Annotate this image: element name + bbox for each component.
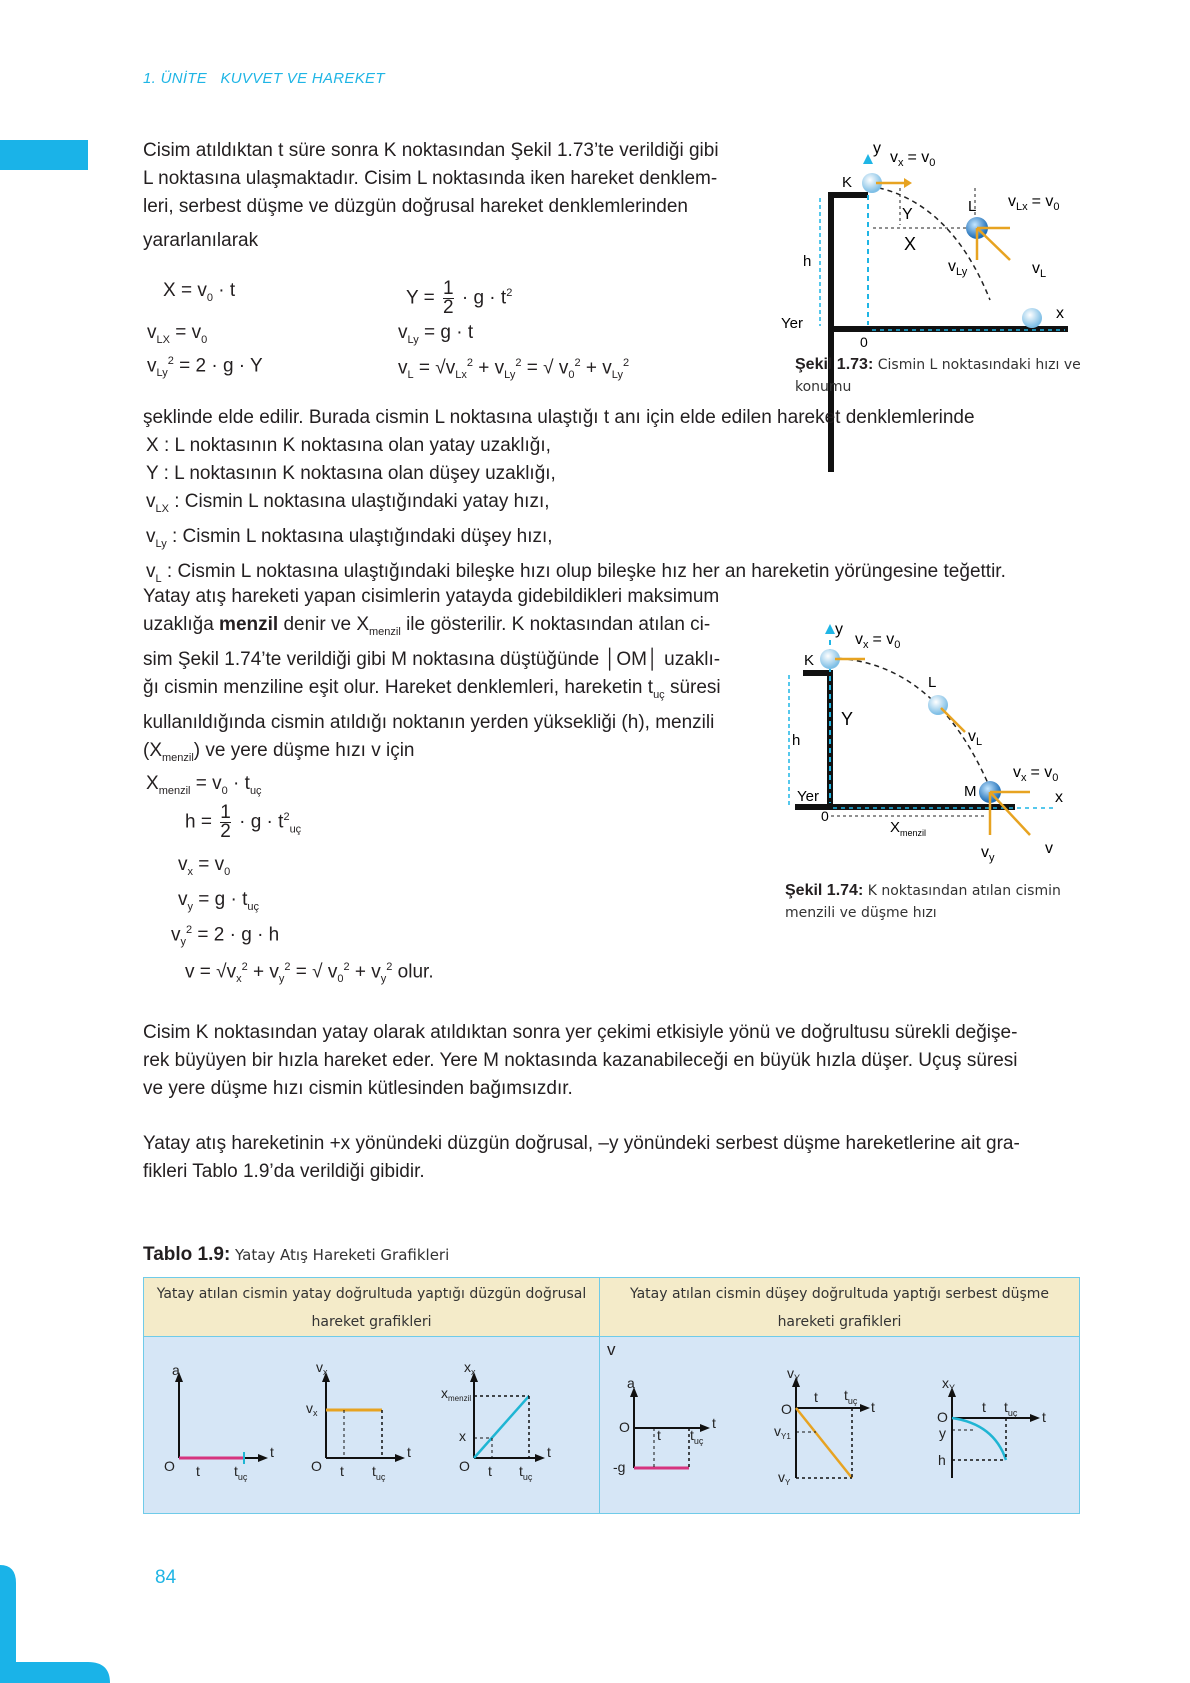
intro-line: yararlanılarak [143,230,259,251]
y-label: y [835,621,843,638]
y-axis-arrow [863,154,873,164]
K-label: K [842,174,853,191]
svg-text:vY: $v_Y$ [787,1365,801,1383]
page-number: 84 [155,1567,177,1588]
eq-vly-squared: $v_{Ly}^2 = 2 \cdot g \cdot Y$ [147,355,263,380]
eq-h: h = $\frac{1}{2}$ · $g \cdot t^2_{uç}$ [185,802,302,842]
svg-text:-g: -g [613,1459,626,1475]
eq-vl: $v_L = √v_{Lx}^2 + v_{Ly}^2$ = √ $v_0^2 + v_{Ly}^2$ [398,357,630,382]
trajectory [830,658,990,788]
svg-text:t: t [871,1399,875,1415]
svg-text:t: t [814,1389,818,1405]
explanation-item: X : L noktasının K noktasına olan yatay uzaklığı, [146,435,551,456]
svg-text:O: O [937,1409,948,1425]
origin-label: 0 [821,808,829,824]
v-M-arrow [990,792,1030,835]
table-title: Tablo 1.9: Yatay Atış Hareketi Grafikleri [143,1244,450,1265]
explanation-item: $v_L$ : Cismin L noktasına ulaştığındaki bileşke hızı olup bileşke hız her an hareketin yörüngesine teğettir. [146,560,1006,585]
Y-label: Y [902,206,913,223]
svg-text:O: O [164,1458,175,1474]
svg-text:O: O [311,1458,322,1474]
svg-text:t: t [270,1444,274,1460]
vx-label: $v_x = v_0$ [855,631,901,651]
svg-text:tuç: $t_{uç}$ [519,1463,533,1482]
intro-line: Cisim atıldıktan t süre sonra K noktasından Şekil 1.73’te verildiği gibi [143,140,719,161]
svg-text:a: a [627,1375,635,1391]
svg-text:tuç: $t_{uç}$ [690,1427,704,1446]
intro-line: leri, serbest düşme ve düzgün doğrusal hareket denklemlerinden [143,196,688,217]
vL-arrow [941,708,965,732]
svg-text:tuç: $t_{uç}$ [844,1387,858,1406]
graph-vy-t [774,1365,875,1487]
y-label: y [873,140,881,157]
svg-text:tuç: $t_{uç}$ [1004,1399,1018,1418]
explanation-item: Y : L noktasının K noktasına olan düşey uzaklığı, [146,463,556,484]
svg-text:t: t [1042,1409,1046,1425]
svg-text:xY: $x_Y$ [942,1375,956,1393]
svg-text:vY: $v_Y$ [778,1469,791,1487]
corner-decoration [0,1565,110,1683]
svg-text:t: t [982,1399,986,1415]
svg-text:tuç: $t_{uç}$ [234,1463,248,1482]
vLx-label: $v_{Lx} = v_0$ [1008,193,1060,213]
svg-text:t: t [488,1463,492,1479]
eq-xmenzil: $X_{menzil} = v_0 \cdot t_{uç}$ [146,773,262,797]
X-label: X [904,234,917,254]
figure-1-74 [785,620,1085,864]
graph-a-t [164,1362,274,1482]
graph-y-t [937,1375,1046,1478]
paragraph-3: Cisim K noktasından yatay olarak atıldıktan sonra yer çekimi etkisiyle yönü ve doğrultusu sürekli değişe- rek büyüyen bir hızla hareket eder. Yere M noktasında kazanabileceği en büyük hızla düşer. Uçuş süresi ve yere düşme hızı cismin kütlesinden bağımsızdır. [143,1022,1018,1099]
side-tab [0,140,88,170]
explanation-lead: şeklinde elde edilir. Burada cismin L noktasına ulaştığı t anı için elde edilen hareket denklemlerinde [143,407,975,428]
table-graphs [144,1338,1079,1513]
graph-x-t [441,1359,551,1482]
y-axis-arrow [825,624,835,634]
svg-text:vx: $v_x$ [316,1359,328,1377]
eq-x: $X = v_0 \cdot t$ [163,280,236,304]
eq-vly: $v_{Ly} = g \cdot t$ [398,322,474,346]
svg-text:t: t [340,1463,344,1479]
svg-text:vx: $v_x$ [306,1400,318,1418]
graphs-table [143,1277,1080,1514]
h-label: h [792,732,801,749]
explanation-item: $v_{Ly}$ : Cismin L noktasına ulaştığındaki düşey hızı, [146,525,553,550]
vLy-label: $v_{Ly}$ [948,258,968,278]
vx-label: $v_x = v_0$ [890,149,936,169]
svg-text:xx: $x_x$ [464,1359,476,1377]
Xmenzil-label: $X_{menzil}$ [890,819,927,838]
eq-v: $v = √v_x^2 + v_y^2$ = √ $v_0^2 + v_y^2$ olur. [185,961,434,986]
paragraph-4: Yatay atış hareketinin +x yönündeki düzgün doğrusal, –y yönündeki serbest düşme hareketlerine ait gra- fikleri Tablo 1.9’da verildiği gibidir. [143,1133,1020,1182]
graph-vx-t [306,1359,411,1482]
vL-label: $v_L$ [968,728,983,748]
v-M-label: v [1045,840,1053,857]
eq-vy: $v_y = g \cdot t_{uç}$ [178,889,260,913]
eq-vlx: $v_{LX} = v_0$ [147,322,208,346]
stray-v: v [607,1340,616,1359]
svg-text:O: O [459,1458,470,1474]
svg-text:xmenzil: $x_{menzil}$ [441,1385,472,1403]
running-header [143,70,385,87]
svg-text:t: t [547,1444,551,1460]
x-label: x [1056,305,1064,322]
vx-M-label: $v_x = v_0$ [1013,764,1059,784]
ground-label: Yer [797,788,819,805]
table-header-col1: Yatay atılan cismin yatay doğrultuda yaptığı düzgün doğrusal hareket grafikleri [144,1278,599,1337]
svg-text:y: y [939,1425,946,1441]
svg-text:vY1: $v_{Y1}$ [774,1423,791,1441]
svg-text:t: t [657,1427,661,1443]
range-paragraph: Yatay atış hareketi yapan cisimlerin yatayda gidebildikleri maksimum uzaklığa menzil denir ve $X_{menzil}$ ile gösterilir. K noktasından atılan ci- sim Şekil 1.74’te verildiği gibi M noktasına düştüğünde │OM│ uzaklı- ğı cismin menziline eşit olur. Hareket denklemleri, hareketin $t_{uç}$ süresi kullanıldığında cismin atıldığı noktanın yerden yüksekliği (h), menzili $(X_{menzil})$ ve yere düşme hızı v için [143,586,721,764]
vy-M-label: $v_y$ [981,844,995,864]
explanation-item: $v_{LX}$ : Cismin L noktasına ulaştığındaki yatay hızı, [146,491,550,515]
eq-vx: $v_x = v_0$ [178,854,231,878]
svg-text:O: O [781,1401,792,1417]
eq-vy-squared: $v_y^2 = 2 \cdot g \cdot h$ [171,924,280,949]
figure-1-74-caption: Şekil 1.74: K noktasından atılan cismin menzili ve düşme hızı [785,882,1061,921]
h-label: h [803,253,812,270]
intro-line: L noktasına ulaşmaktadır. Cisim L noktasında iken hareket denklem- [143,168,718,189]
cliff-top [803,670,833,676]
unit-title: KUVVET VE HAREKET [220,70,385,87]
intro-paragraph [143,137,719,255]
x-label: x [1055,789,1063,806]
ball-ground [1022,308,1042,328]
figure-1-73-caption: Şekil 1.73: Cismin L noktasındaki hızı ve konumu [795,356,1081,395]
Y-label: Y [841,709,854,729]
M-label: M [964,783,977,800]
figure-1-73 [780,140,1080,350]
vL-arrow [977,228,1010,260]
svg-text:tuç: $t_{uç}$ [372,1463,386,1482]
cliff-top [828,192,868,198]
svg-text:x: x [459,1428,466,1444]
graph-ay-t [613,1375,716,1475]
svg-text:t: t [196,1463,200,1479]
table-header-col2: Yatay atılan cismin düşey doğrultuda yaptığı serbest düşme hareketi grafikleri [600,1278,1079,1337]
eq-y: Y = $\frac{1}{2}$ · $g \cdot t^2$ [406,278,513,318]
vx-arrowhead [904,178,912,188]
svg-text:h: h [938,1452,946,1468]
K-label: K [804,652,815,669]
ground-label: Yer [781,315,803,332]
svg-text:a: a [172,1362,180,1378]
explanation [143,404,1006,592]
L-label: L [968,198,977,215]
svg-text:t: t [712,1415,716,1431]
L-label: L [928,674,937,691]
svg-text:O: O [619,1419,630,1435]
origin-label: 0 [860,334,868,350]
vL-label: $v_L$ [1032,260,1047,280]
svg-text:t: t [407,1444,411,1460]
unit-label: 1. ÜNİTE [143,70,208,87]
